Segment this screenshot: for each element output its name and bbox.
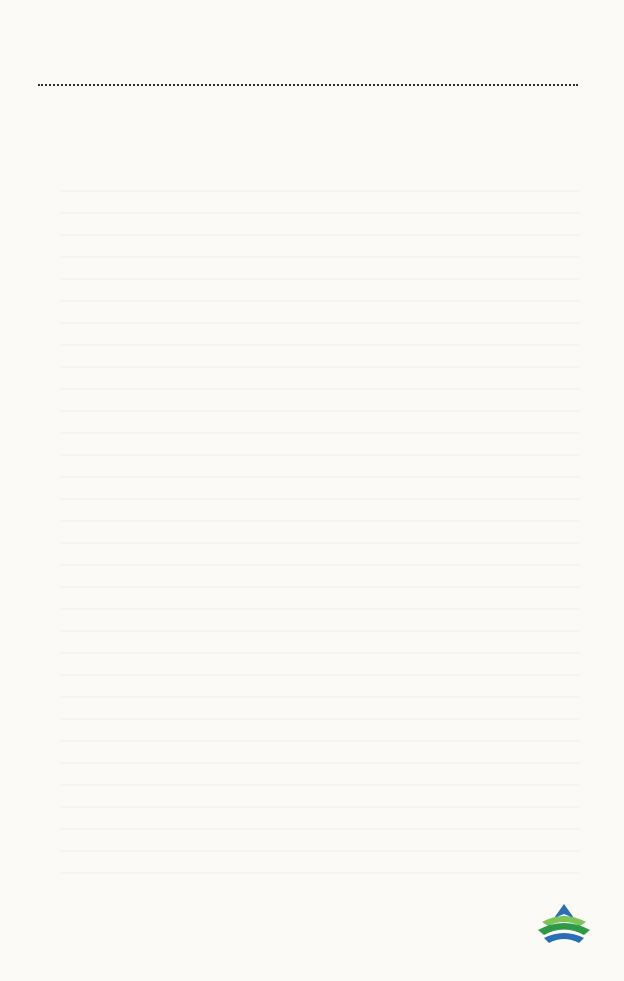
page-header	[38, 58, 578, 80]
show-through-background	[60, 190, 580, 890]
publisher-logo-icon	[534, 900, 594, 950]
header-divider	[38, 84, 578, 86]
toc-title	[0, 140, 624, 175]
